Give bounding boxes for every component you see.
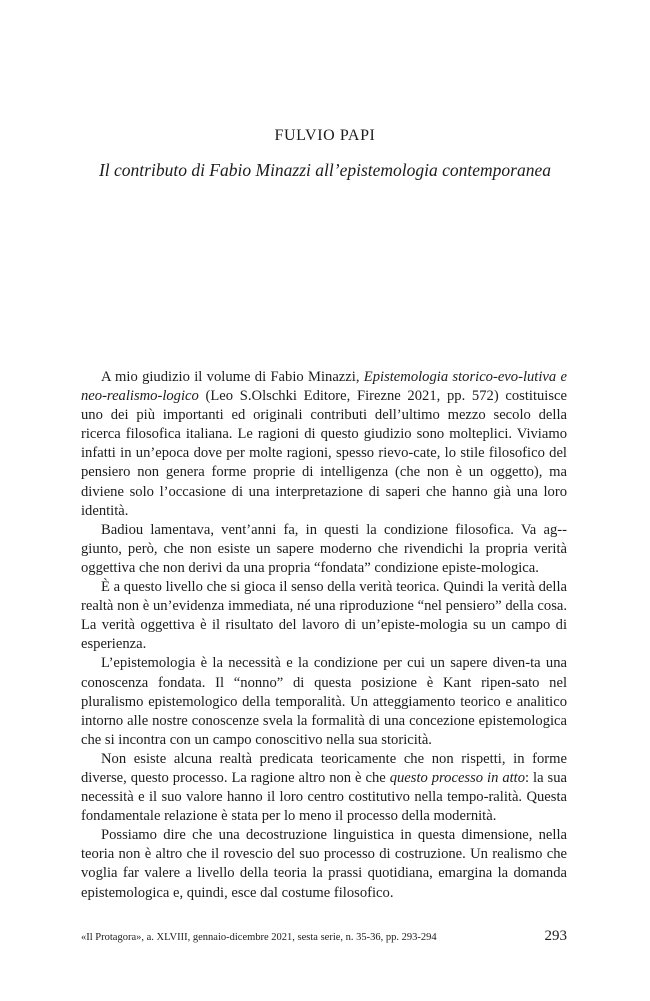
paragraph-4 — [81, 654, 567, 749]
text-run: Possiamo dire che una decostruzione linguistica in questa dimensione, nella teoria non è altro che il rovescio del suo processo di costruzione. Un realismo che voglia far valere a livello della teoria la prassi quotidiana, emargina la domanda epistemologica e, quindi, esce dal costume filosofico. — [81, 827, 567, 901]
text-run: L’epistemologia è la necessità e la condizione per cui un sapere diven-ta una conoscenza fondata. Il “nonno” di questa posizione è Kant ripen-sato nel pluralismo epistemologico della temporalità. Un atteggiamento teorico e analitico intorno alle nostre conoscenze svela la formalità di una concezione epistemologica che si incontra con un campo conoscitivo nella sua storicità. — [81, 655, 567, 748]
text-run: Badiou lamentava, vent’anni fa, in questi la condizione filosofica. Va ag-giunto, però, che non esiste un sapere moderno che rivendichi la propria verità oggettiva che non derivi da una propria “fondata” condizione episte-mologica. — [81, 521, 567, 576]
paragraph-6 — [81, 826, 567, 902]
paragraph-3 — [81, 578, 567, 654]
emphasis-italic: questo processo in atto — [389, 769, 526, 786]
book-title-italic: Epistemologia storico-evo-lutiva e neo-realismo-logico — [81, 369, 567, 405]
article-body — [81, 368, 567, 903]
page-number: 293 — [544, 928, 567, 944]
article-title: Il contributo di Fabio Minazzi all’epistemologia contemporanea — [98, 160, 552, 180]
text-run: A mio giudizio il volume di Fabio Minazzi, — [101, 369, 364, 385]
text-run: Non esiste alcuna realtà predicata teoricamente che non rispetti, in forme diverse, questo processo. La ragione altro non è che — [81, 750, 567, 786]
paragraph-2 — [81, 521, 567, 578]
journal-citation: «Il Protagora», a. XLVIII, gennaio-dicembre 2021, sesta serie, n. 35-36, pp. 293-294 — [81, 932, 437, 943]
text-run: : la sua necessità e il suo valore hanno il loro centro costitutivo nella tempo-ralità. Questa fondamentale relazione è stata per lo meno il processo della modernità. — [81, 769, 567, 825]
article-author: FULVIO PAPI — [274, 127, 376, 144]
paragraph-1 — [81, 368, 567, 521]
text-run: (Leo S.Olschki Editore, Firezne 2021, pp. 572) costituisce uno dei più importanti ed originali contributi dell’ultimo mezzo secolo della ricerca filosofica italiana. Le ragioni di questo giudizio sono molteplici. Viviamo infatti in un’epoca dove per molte ragioni, spesso rievo-cate, lo stile filosofico del pensiero non genera forme proprie di intelligenza (che non è un oggetto), ma diviene solo l’occasione di una interpretazione di saperi che hanno già una loro identità. — [81, 388, 567, 519]
paragraph-5 — [81, 750, 567, 826]
text-run: È a questo livello che si gioca il senso della verità teorica. Quindi la verità della realtà non è un’evidenza immediata, né una riproduzione “nel pensiero” della cosa. La verità oggettiva è il risultato del lavoro di un’episte-mologia su un campo di esperienza. — [81, 579, 567, 653]
page-footer — [81, 928, 567, 948]
